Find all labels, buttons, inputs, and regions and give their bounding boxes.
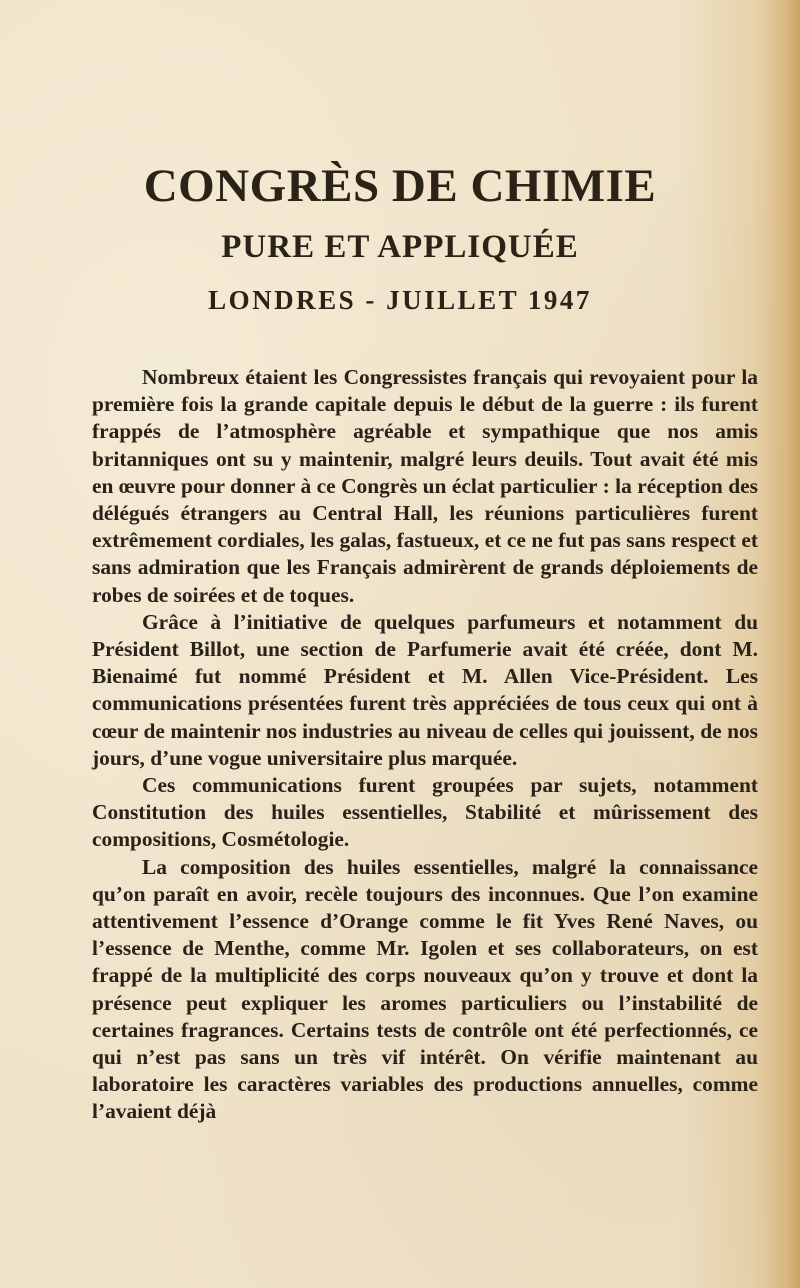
page-subtitle: PURE ET APPLIQUÉE: [221, 229, 579, 265]
paragraph-2: Grâce à l’initiative de quelques parfumeurs et notamment du Président Billot, une section de Parfumerie avait été créée, dont M. Bienaimé fut nommé Président et M. Allen Vice-Président. Les communications présentées furent très appréciées de tous ceux qui ont à cœur de maintenir nos industries au niveau de celles qui jouissent, de nos jours, d’une vogue universitaire plus marquée.: [92, 609, 758, 770]
page-title: CONGRÈS DE CHIMIE: [143, 160, 657, 212]
article-body: [92, 364, 758, 1126]
paragraph-3: Ces communications furent groupées par sujets, notamment Constitution des huiles essentielles, Stabilité et mûrissement des compositions, Cosmétologie.: [92, 773, 758, 852]
paragraph-4: La composition des huiles essentielles, malgré la connaissance qu’on paraît en avoir, recèle toujours des inconnues. Que l’on examine attentivement l’essence d’Orange comme le fit Yves René Naves, ou l’essence de Menthe, comme Mr. Igolen et ses collaborateurs, on est frappé de la multiplicité des corps nouveaux qu’on y trouve et dont la présence peut expliquer les aromes particuliers ou l’instabilité de certaines fragrances. Certains tests de contrôle ont été perfectionnés, ce qui n’est pas sans un très vif intérêt. On vérifie maintenant au laboratoire les caractères variables des productions annuelles, comme l’avaient déjà: [92, 854, 758, 1124]
header: [0, 158, 800, 320]
page-location-date: LONDRES - JUILLET 1947: [208, 285, 592, 315]
paragraph-1: Nombreux étaient les Congressistes français qui revoyaient pour la première fois la grande capitale depuis le début de la guerre : ils furent frappés de l’atmosphère agréable et sympathique que nos amis britanniques ont su y maintenir, malgré leurs deuils. Tout avait été mis en œuvre pour donner à ce Congrès un éclat particulier : la réception des délégués étrangers au Central Hall, les réunions particulières furent extrêmement cordiales, les galas, fastueux, et ce ne fut pas sans respect et sans admiration que les Français admirèrent de grands déploiements de robes de soirées et de toques.: [92, 365, 758, 607]
